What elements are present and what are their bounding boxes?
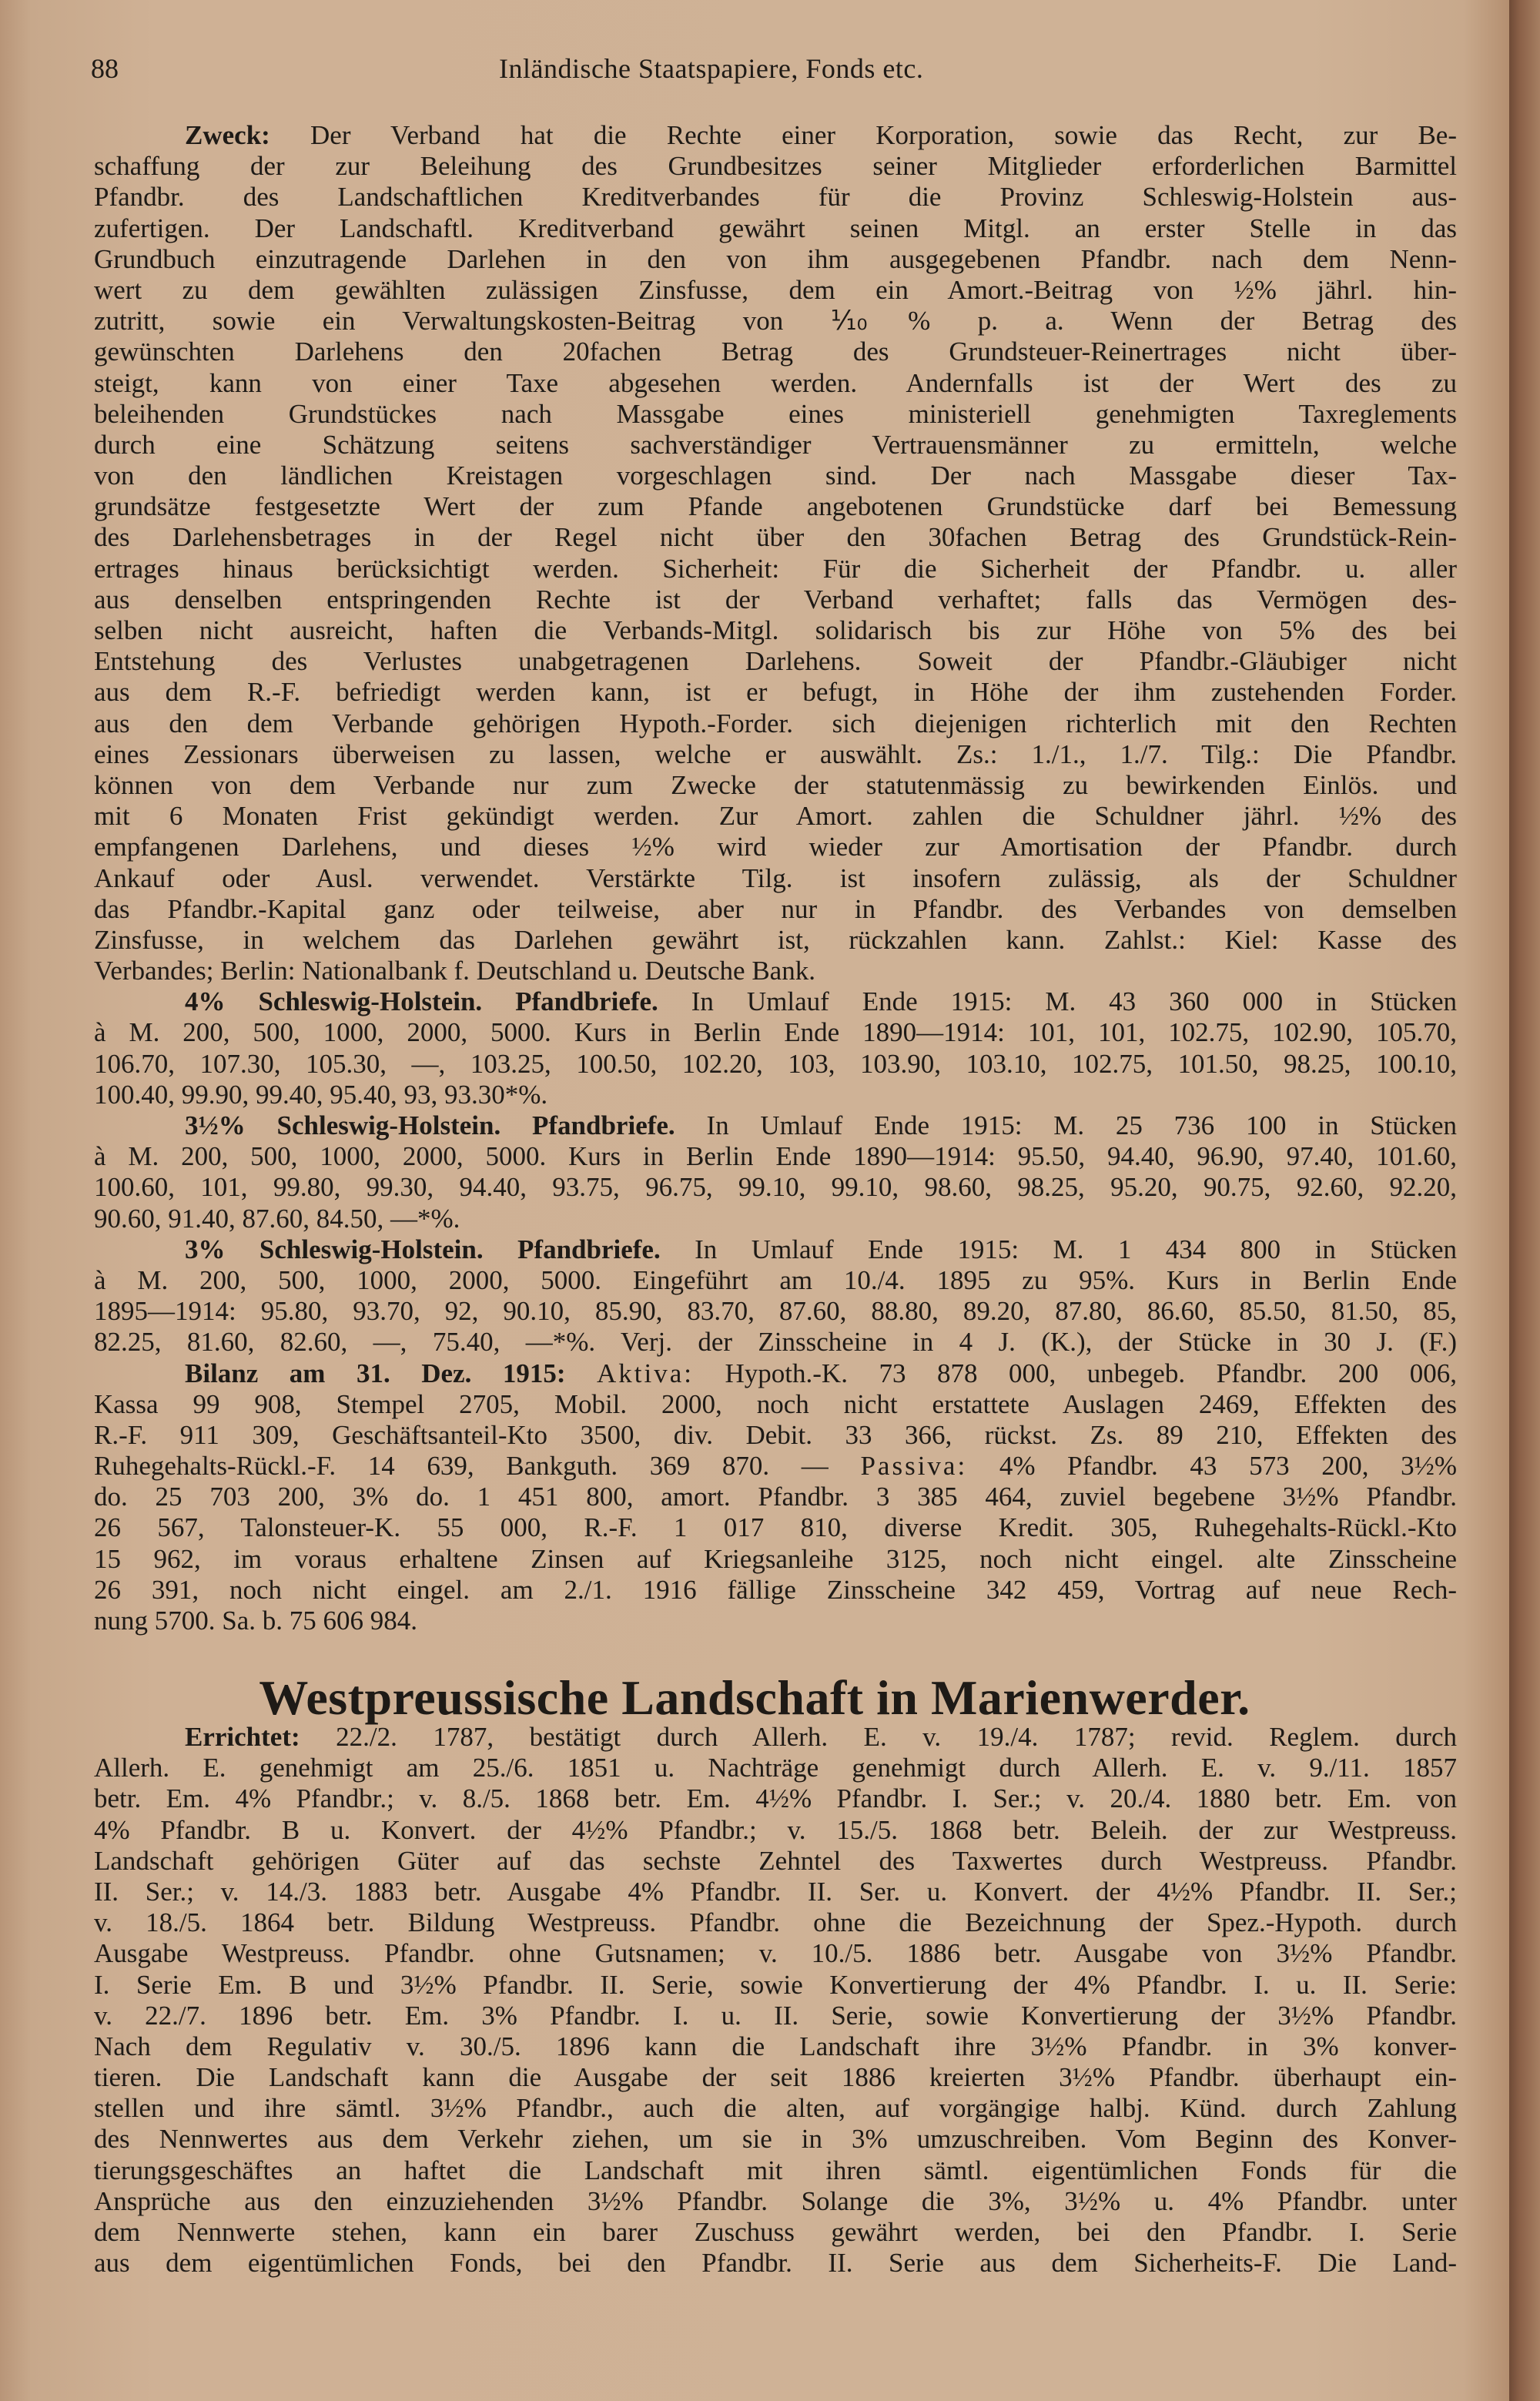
text-line: à M. 200, 500, 1000, 2000, 5000. Kurs in Berlin Ende 1890—1914: 95.50, 94.40, 96.90, 97.40, 101.60, bbox=[94, 1141, 1457, 1172]
text-line: 15 962, im voraus erhaltene Zinsen auf Kriegsanleihe 3125, noch nicht eingel. alte Zinsscheine bbox=[94, 1543, 1457, 1574]
text-line: Ansprüche aus den einzuziehenden 3½% Pfandbr. Solange die 3%, 3½% u. 4% Pfandbr. unter bbox=[94, 2185, 1457, 2216]
text-line: Zinsfusse, in welchem das Darlehen gewährt ist, rückzahlen kann. Zahlst.: Kiel: Kasse des bbox=[94, 924, 1457, 955]
text-line: 82.25, 81.60, 82.60, —, 75.40, —*%. Verj. der Zinsscheine in 4 J. (K.), der Stücke in 30 J. (F.) bbox=[94, 1327, 1457, 1358]
errichtet-label: Errichtet: bbox=[185, 1722, 300, 1752]
text-line: 26 391, noch nicht eingel. am 2./1. 1916 fällige Zinsscheine 342 459, Vortrag auf neue Rech- bbox=[94, 1574, 1457, 1605]
text-line: 100.60, 101, 99.80, 99.30, 94.40, 93.75, 96.75, 99.10, 99.10, 98.60, 98.25, 95.20, 90.75, 92.60, 92.20, bbox=[94, 1172, 1457, 1203]
text-line: beleihenden Grundstückes nach Massgabe eines ministeriell genehmigten Taxreglements bbox=[94, 398, 1457, 429]
section-heading: Westpreussische Landschaft in Marienwerder. bbox=[259, 1670, 1250, 1725]
bilanz-label: Bilanz am 31. Dez. 1915: bbox=[185, 1358, 566, 1388]
text-line: das Pfandbr.-Kapital ganz oder teilweise, aber nur in Pfandbr. des Verbandes von demselben bbox=[94, 893, 1457, 924]
text-line: zutritt, sowie ein Verwaltungskosten-Beitrag von ⅒% p. a. Wenn der Betrag des bbox=[94, 306, 1457, 337]
book-spine-shadow bbox=[1509, 0, 1540, 2401]
text-line: Errichtet: 22./2. 1787, bestätigt durch Allerh. E. v. 19./4. 1787; revid. Reglem. durch bbox=[185, 1722, 1457, 1752]
text-line: Entstehung des Verlustes unabgetragenen Darlehens. Soweit der Pfandbr.-Gläubiger nicht bbox=[94, 646, 1457, 677]
page-number: 88 bbox=[91, 53, 119, 84]
text-line: Landschaft gehörigen Güter auf das sechste Zehntel des Taxwertes durch Westpreuss. Pfandbr. bbox=[94, 1845, 1457, 1876]
text-line: do. 25 703 200, 3% do. 1 451 800, amort. Pfandbr. 3 385 464, zuviel begebene 3½% Pfandbr. bbox=[94, 1482, 1457, 1512]
text-line: von den ländlichen Kreistagen vorgeschlagen sind. Der nach Massgabe dieser Tax- bbox=[94, 460, 1457, 491]
text-line: zufertigen. Der Landschaftl. Kreditverband gewährt seinen Mitgl. an erster Stelle in das bbox=[94, 213, 1457, 243]
text-line: selben nicht ausreicht, haften die Verbands-Mitgl. solidarisch bis zur Höhe von 5% des bei bbox=[94, 615, 1457, 645]
text-line: 4% Pfandbr. B u. Konvert. der 4½% Pfandbr.; v. 15./5. 1868 betr. Beleih. der zur Westpreuss. bbox=[94, 1814, 1457, 1845]
text-line: I. Serie Em. B und 3½% Pfandbr. II. Serie, sowie Konvertierung der 4% Pfandbr. I. u. II. Serie: bbox=[94, 1969, 1457, 2000]
text-line: betr. Em. 4% Pfandbr.; v. 8./5. 1868 betr. Em. 4½% Pfandbr. I. Ser.; v. 20./4. 1880 betr. Em. von bbox=[94, 1783, 1457, 1814]
text-line: aus dem R.-F. befriedigt werden kann, ist er befugt, in Höhe der ihm zustehenden Forder. bbox=[94, 677, 1457, 708]
text-line: 1895—1914: 95.80, 93.70, 92, 90.10, 85.90, 83.70, 87.60, 88.80, 89.20, 87.80, 86.60, 85.50, 81.50, 85, bbox=[94, 1296, 1457, 1327]
text-line: durch eine Schätzung seitens sachverständiger Vertrauensmänner zu ermitteln, welche bbox=[94, 429, 1457, 460]
bond-title: 4% Schleswig-Holstein. Pfandbriefe. bbox=[185, 986, 658, 1017]
text-line: à M. 200, 500, 1000, 2000, 5000. Kurs in Berlin Ende 1890—1914: 101, 101, 102.75, 102.90, 105.70, bbox=[94, 1017, 1457, 1048]
text-line: 106.70, 107.30, 105.30, —, 103.25, 100.50, 102.20, 103, 103.90, 103.10, 102.75, 101.50, 98.25, 100.10, bbox=[94, 1048, 1457, 1079]
text-line: stellen und ihre sämtl. 3½% Pfandbr., auch die alten, auf vorgängige halbj. Künd. durch Zahlung bbox=[94, 2093, 1457, 2124]
westpreussen-section bbox=[94, 1722, 1457, 2279]
text-line: empfangenen Darlehens, und dieses ½% wird wieder zur Amortisation der Pfandbr. durch bbox=[94, 832, 1457, 862]
bilanz-title-line: Bilanz am 31. Dez. 1915: Aktiva: Hypoth.-K. 73 878 000, unbegeb. Pfandbr. 200 006, bbox=[185, 1358, 1457, 1388]
text-line: aus den dem Verbande gehörigen Hypoth.-Forder. sich diejenigen richterlich mit den Rechten bbox=[94, 708, 1457, 738]
text-line: Nach dem Regulativ v. 30./5. 1896 kann die Landschaft ihre 3½% Pfandbr. in 3% konver- bbox=[94, 2031, 1457, 2061]
text-line: 26 567, Talonsteuer-K. 55 000, R.-F. 1 017 810, diverse Kredit. 305, Ruhegehalts-Rückl.-Kto bbox=[94, 1512, 1457, 1543]
running-title: Inländische Staatspapiere, Fonds etc. bbox=[499, 53, 924, 84]
text-line: gewünschten Darlehens den 20fachen Betrag des Grundsteuer-Reinertrages nicht über- bbox=[94, 337, 1457, 367]
text-line: v. 18./5. 1864 betr. Bildung Westpreuss. Pfandbr. ohne die Bezeichnung der Spez.-Hypoth. durch bbox=[94, 1907, 1457, 1938]
text-line: tieren. Die Landschaft kann die Ausgabe der seit 1886 kreierten 3½% Pfandbr. überhaupt ein- bbox=[94, 2062, 1457, 2093]
bond-title: 3% Schleswig-Holstein. Pfandbriefe. bbox=[185, 1234, 661, 1264]
text-line: Pfandbr. des Landschaftlichen Kreditverbandes für die Provinz Schleswig-Holstein aus- bbox=[94, 182, 1457, 213]
text-line: R.-F. 911 309, Geschäftsanteil-Kto 3500, div. Debit. 33 366, rückst. Zs. 89 210, Effekten des bbox=[94, 1419, 1457, 1450]
text-line: des Nennwertes aus dem Verkehr ziehen, um sie in 3% umzuschreiben. Vom Beginn des Konver- bbox=[94, 2124, 1457, 2155]
text-line: ertrages hinaus berücksichtigt werden. Sicherheit: Für die Sicherheit der Pfandbr. u. aller bbox=[94, 553, 1457, 584]
text-line: Verbandes; Berlin: Nationalbank f. Deutschland u. Deutsche Bank. bbox=[94, 956, 815, 986]
text-line: Zweck: Der Verband hat die Rechte einer Korporation, sowie das Recht, zur Be- bbox=[185, 120, 1457, 150]
text-line: des Darlehensbetrages in der Regel nicht über den 30fachen Betrag des Grundstück-Rein- bbox=[94, 522, 1457, 553]
text-line: wert zu dem gewählten zulässigen Zinsfusse, dem ein Amort.-Beitrag von ½% jährl. hin- bbox=[94, 274, 1457, 305]
text-line: Grundbuch einzutragende Darlehen in den von ihm ausgegebenen Pfandbr. nach dem Nenn- bbox=[94, 243, 1457, 274]
text-line: eines Zessionars überweisen zu lassen, welche er auswählt. Zs.: 1./1., 1./7. Tilg.: Die Pfandbr. bbox=[94, 738, 1457, 769]
text-line: 100.40, 99.90, 99.40, 95.40, 93, 93.30*%. bbox=[94, 1079, 548, 1110]
text-line: tierungsgeschäftes an haftet die Landschaft mit ihren sämtl. eigentümlichen Fonds für die bbox=[94, 2155, 1457, 2185]
text-line: nung 5700. Sa. b. 75 606 984. bbox=[94, 1606, 417, 1636]
page-header bbox=[91, 52, 1461, 91]
text-line: dem Nennwerte stehen, kann ein barer Zuschuss gewährt werden, bei den Pfandbr. I. Serie bbox=[94, 2217, 1457, 2247]
text-line: mit 6 Monaten Frist gekündigt werden. Zur Amort. zahlen die Schuldner jährl. ½% des bbox=[94, 801, 1457, 832]
bond-title: 3½% Schleswig-Holstein. Pfandbriefe. bbox=[185, 1110, 675, 1140]
text-line: schaffung der zur Beleihung des Grundbesitzes seiner Mitglieder erforderlichen Barmittel bbox=[94, 151, 1457, 182]
text-line: 90.60, 91.40, 87.60, 84.50, —*%. bbox=[94, 1203, 460, 1234]
bond-entry-title-line: 3½% Schleswig-Holstein. Pfandbriefe. In Umlauf Ende 1915: M. 25 736 100 in Stücken bbox=[185, 1110, 1457, 1140]
text-line: steigt, kann von einer Taxe abgesehen werden. Andernfalls ist der Wert des zu bbox=[94, 367, 1457, 398]
aktiva-label: Aktiva: bbox=[597, 1358, 695, 1388]
text-line: à M. 200, 500, 1000, 2000, 5000. Eingeführt am 10./4. 1895 zu 95%. Kurs in Berlin Ende bbox=[94, 1264, 1457, 1295]
bond-entry-title-line: 4% Schleswig-Holstein. Pfandbriefe. In Umlauf Ende 1915: M. 43 360 000 in Stücken bbox=[185, 986, 1457, 1017]
text-line: Ruhegehalts-Rückl.-F. 14 639, Bankguth. 369 870. — Passiva: 4% Pfandbr. 43 573 200, 3½% bbox=[94, 1451, 1457, 1482]
text-line: aus denselben entspringenden Rechte ist der Verband verhaftet; falls das Vermögen des- bbox=[94, 584, 1457, 614]
text-line: Ausgabe Westpreuss. Pfandbr. ohne Gutsnamen; v. 10./5. 1886 betr. Ausgabe von 3½% Pfandbr. bbox=[94, 1938, 1457, 1969]
text-line: können von dem Verbande nur zum Zwecke der statutenmässig zu bewirkenden Einlös. und bbox=[94, 769, 1457, 800]
text-line: II. Ser.; v. 14./3. 1883 betr. Ausgabe 4% Pfandbr. II. Ser. u. Konvert. der 4½% Pfandbr. II. Ser.; bbox=[94, 1876, 1457, 1907]
text-line: Ankauf oder Ausl. verwendet. Verstärkte Tilg. ist insofern zulässig, als der Schuldner bbox=[94, 862, 1457, 893]
text-line: Allerh. E. genehmigt am 25./6. 1851 u. Nachträge genehmigt durch Allerh. E. v. 9./11. 1857 bbox=[94, 1753, 1457, 1783]
schleswig-holstein-section bbox=[94, 120, 1457, 1636]
bond-entry-title-line: 3% Schleswig-Holstein. Pfandbriefe. In Umlauf Ende 1915: M. 1 434 800 in Stücken bbox=[185, 1234, 1457, 1264]
passiva-label: Passiva: bbox=[860, 1451, 968, 1482]
zweck-label: Zweck: bbox=[185, 120, 270, 150]
text-line: aus dem eigentümlichen Fonds, bei den Pfandbr. II. Serie aus dem Sicherheits-F. Die Land- bbox=[94, 2248, 1457, 2279]
text-line: grundsätze festgesetzte Wert der zum Pfande angebotenen Grundstücke darf bei Bemessung bbox=[94, 491, 1457, 522]
text-line: Kassa 99 908, Stempel 2705, Mobil. 2000, noch nicht erstattete Auslagen 2469, Effekten des bbox=[94, 1388, 1457, 1419]
text-line: v. 22./7. 1896 betr. Em. 3% Pfandbr. I. u. II. Serie, sowie Konvertierung der 3½% Pfandbr. bbox=[94, 2000, 1457, 2031]
